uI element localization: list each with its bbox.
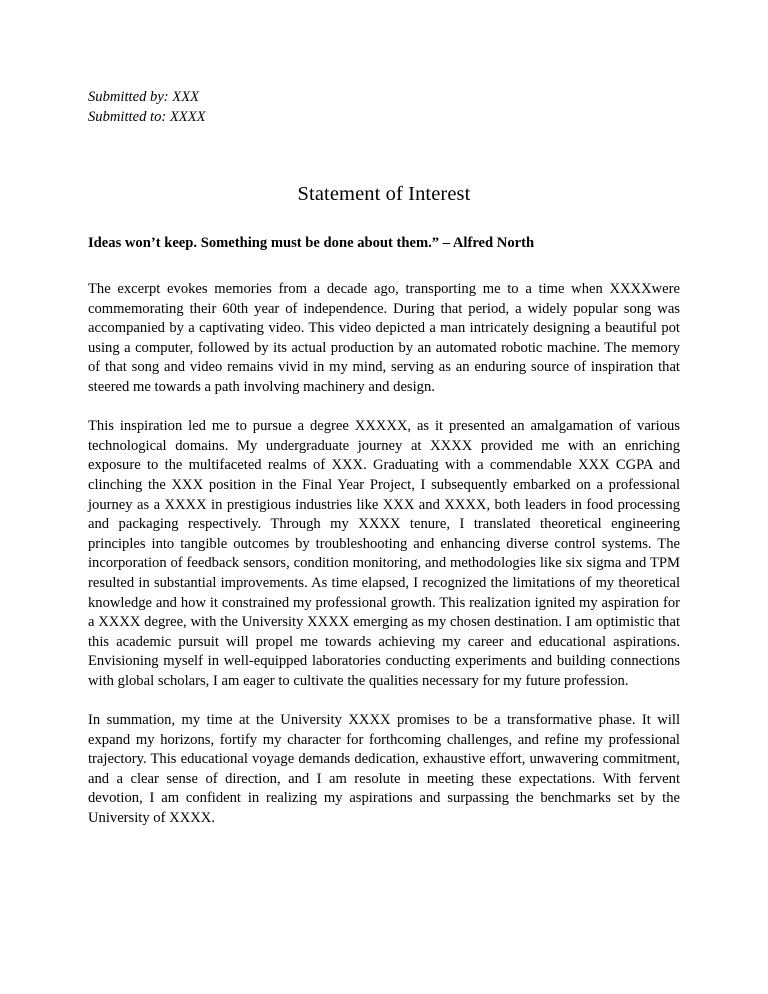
submitted-by-line: Submitted by: XXX — [88, 89, 200, 105]
page-title: Statement of Interest — [297, 182, 471, 205]
epigraph-quote: Ideas won’t keep. Something must be done about them.” – Alfred North — [88, 235, 535, 251]
submission-header — [88, 88, 680, 127]
body-paragraph: The excerpt evokes memories from a decade ago, transporting me to a time when XXXXwere commemorating their 60th year of independence. During that period, a widely popular song was accompanied by a captivating video. This video depicted a man intricately designing a beautiful pot using a computer, followed by its actual production by an automated robotic machine. The memory of that song and video remains vivid in my mind, serving as an enduring source of inspiration that steered me towards a path involving machinery and design. — [88, 281, 680, 395]
body-paragraph: In summation, my time at the University XXXX promises to be a transformative phase. It will expand my horizons, fortify my character for forthcoming challenges, and refine my professional trajectory. This educational voyage demands dedication, exhaustive effort, unwavering commitment, and a clear sense of direction, and I am resolute in meeting these expectations. With fervent devotion, I am confident in realizing my aspirations and surpassing the benchmarks set by the University of XXXX. — [88, 712, 680, 827]
body-paragraph: This inspiration led me to pursue a degree XXXXX, as it presented an amalgamation of various technological domains. My undergraduate journey at XXXX provided me with an enriching exposure to the multifaceted realms of XXX. Graduating with a commendable XXX CGPA and clinching the XXX position in the Final Year Project, I subsequently embarked on a professional journey as a XXXX in prestigious industries like XXX and XXXX, both leaders in food processing and packaging respectively. Through my XXXX tenure, I translated theoretical engineering principles into tangible outcomes by troubleshooting and enhancing diverse control systems. The incorporation of feedback sensors, condition monitoring, and methodologies like six sigma and TPM resulted in substantial improvements. As time elapsed, I recognized the limitations of my theoretical knowledge and how it constrained my professional growth. This realization ignited my aspiration for a XXXX degree, with the University XXXX emerging as my chosen destination. I am optimistic that this academic pursuit will propel me towards achieving my career and educational aspirations. Envisioning myself in well-equipped laboratories conducting experiments and building connections with global scholars, I am eager to cultivate the qualities necessary for my future profession. — [88, 418, 680, 689]
submitted-to-line: Submitted to: XXXX — [88, 108, 206, 125]
document-body — [88, 280, 680, 829]
